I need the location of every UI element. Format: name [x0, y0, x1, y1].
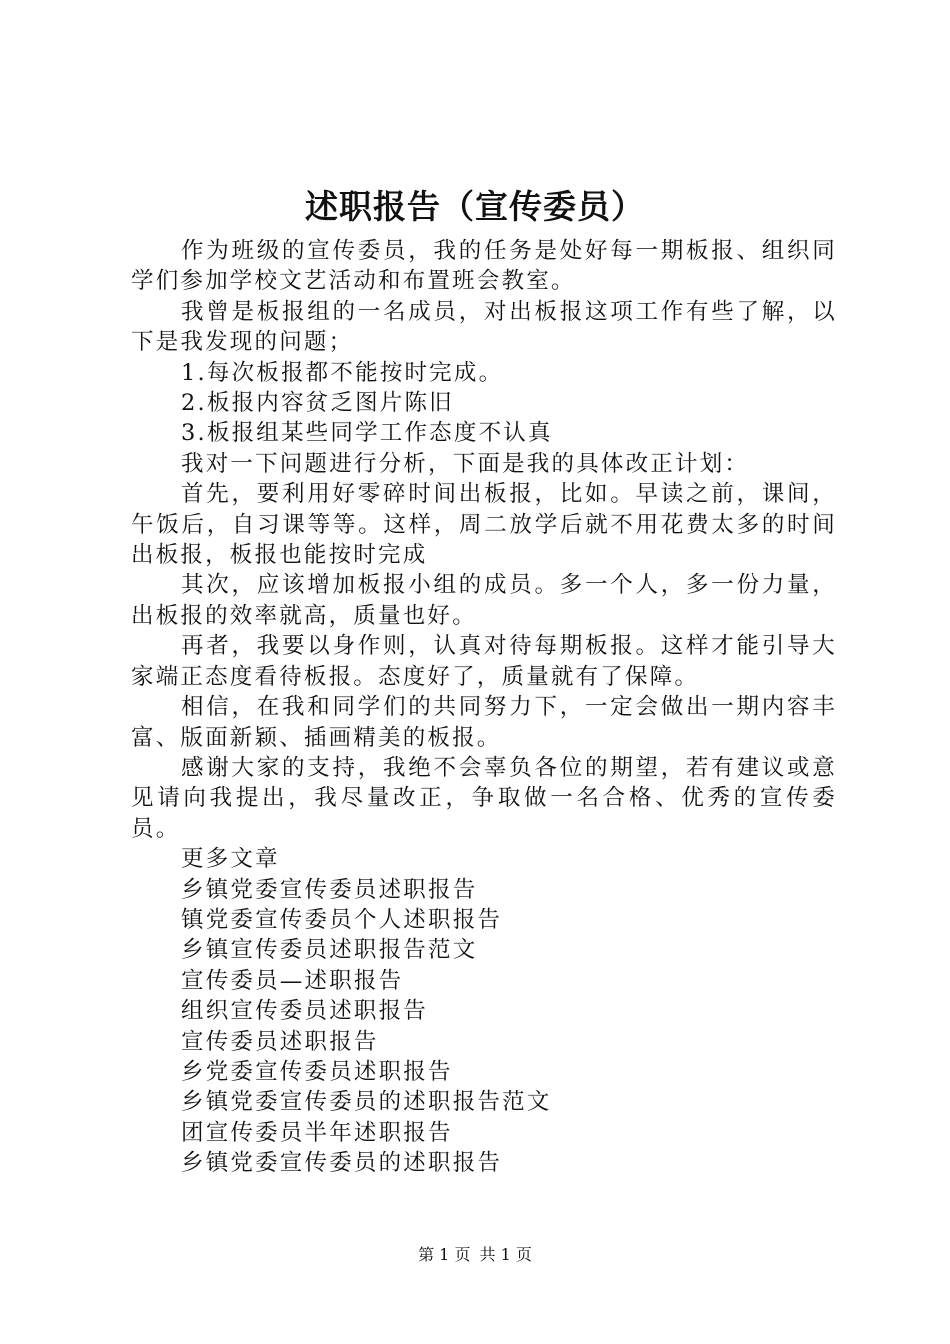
paragraph: 感谢大家的支持，我绝不会辜负各位的期望，若有建议或意见请向我提出，我尽量改正，争取做一名合格、优秀的宣传委员。 [131, 754, 837, 842]
paragraph: 我曾是板报组的一名成员，对出板报这项工作有些了解，以下是我发现的问题； [131, 298, 837, 356]
more-article-link[interactable]: 乡镇党委宣传委员的述职报告 [181, 1150, 503, 1177]
more-article-link[interactable]: 乡镇宣传委员述职报告范文 [181, 937, 478, 964]
more-article-link[interactable]: 乡党委宣传委员述职报告 [181, 1058, 453, 1085]
paragraph: 我对一下问题进行分析，下面是我的具体改正计划： [181, 450, 750, 477]
document-body [131, 236, 837, 1179]
page-total: 共 1 页 [479, 1245, 532, 1264]
paragraph: 1.每次板报都不能按时完成。 [181, 359, 504, 386]
paragraph: 3.板报组某些同学工作态度不认真 [181, 420, 553, 447]
paragraph: 再者，我要以身作则，认真对待每期板报。这样才能引导大家端正态度看待板报。态度好了，质量就有了保障。 [131, 633, 837, 690]
more-article-link[interactable]: 宣传委员述职报告 [181, 1028, 379, 1055]
more-articles-heading: 更多文章 [181, 846, 280, 873]
more-article-link[interactable]: 团宣传委员半年述职报告 [181, 1119, 453, 1146]
paragraph: 首先，要利用好零碎时间出板报，比如。早读之前，课间，午饭后，自习课等等。这样，周二放学后就不用花费太多的时间出板报，板报也能按时完成 [131, 481, 837, 569]
page-number: 第 1 页 [418, 1245, 471, 1264]
paragraph: 其次，应该增加板报小组的成员。多一个人，多一份力量，出板报的效率就高，质量也好。 [131, 572, 837, 629]
more-article-link[interactable]: 镇党委宣传委员个人述职报告 [181, 906, 503, 933]
more-article-link[interactable]: 乡镇党委宣传委员述职报告 [181, 876, 478, 903]
more-article-link[interactable]: 乡镇党委宣传委员的述职报告范文 [181, 1089, 552, 1116]
document-title: 述职报告（宣传委员） [305, 187, 645, 226]
paragraph: 2.板报内容贫乏图片陈旧 [181, 390, 454, 417]
more-article-link[interactable]: 组织宣传委员述职报告 [181, 998, 429, 1025]
paragraph: 作为班级的宣传委员，我的任务是处好每一期板报、组织同学们参加学校文艺活动和布置班会教室。 [131, 238, 837, 295]
more-article-link[interactable]: 宣传委员—述职报告 [181, 967, 404, 994]
paragraph: 相信，在我和同学们的共同努力下，一定会做出一期内容丰富、版面新颖、插画精美的板报。 [131, 694, 837, 751]
page-footer [0, 1243, 950, 1267]
